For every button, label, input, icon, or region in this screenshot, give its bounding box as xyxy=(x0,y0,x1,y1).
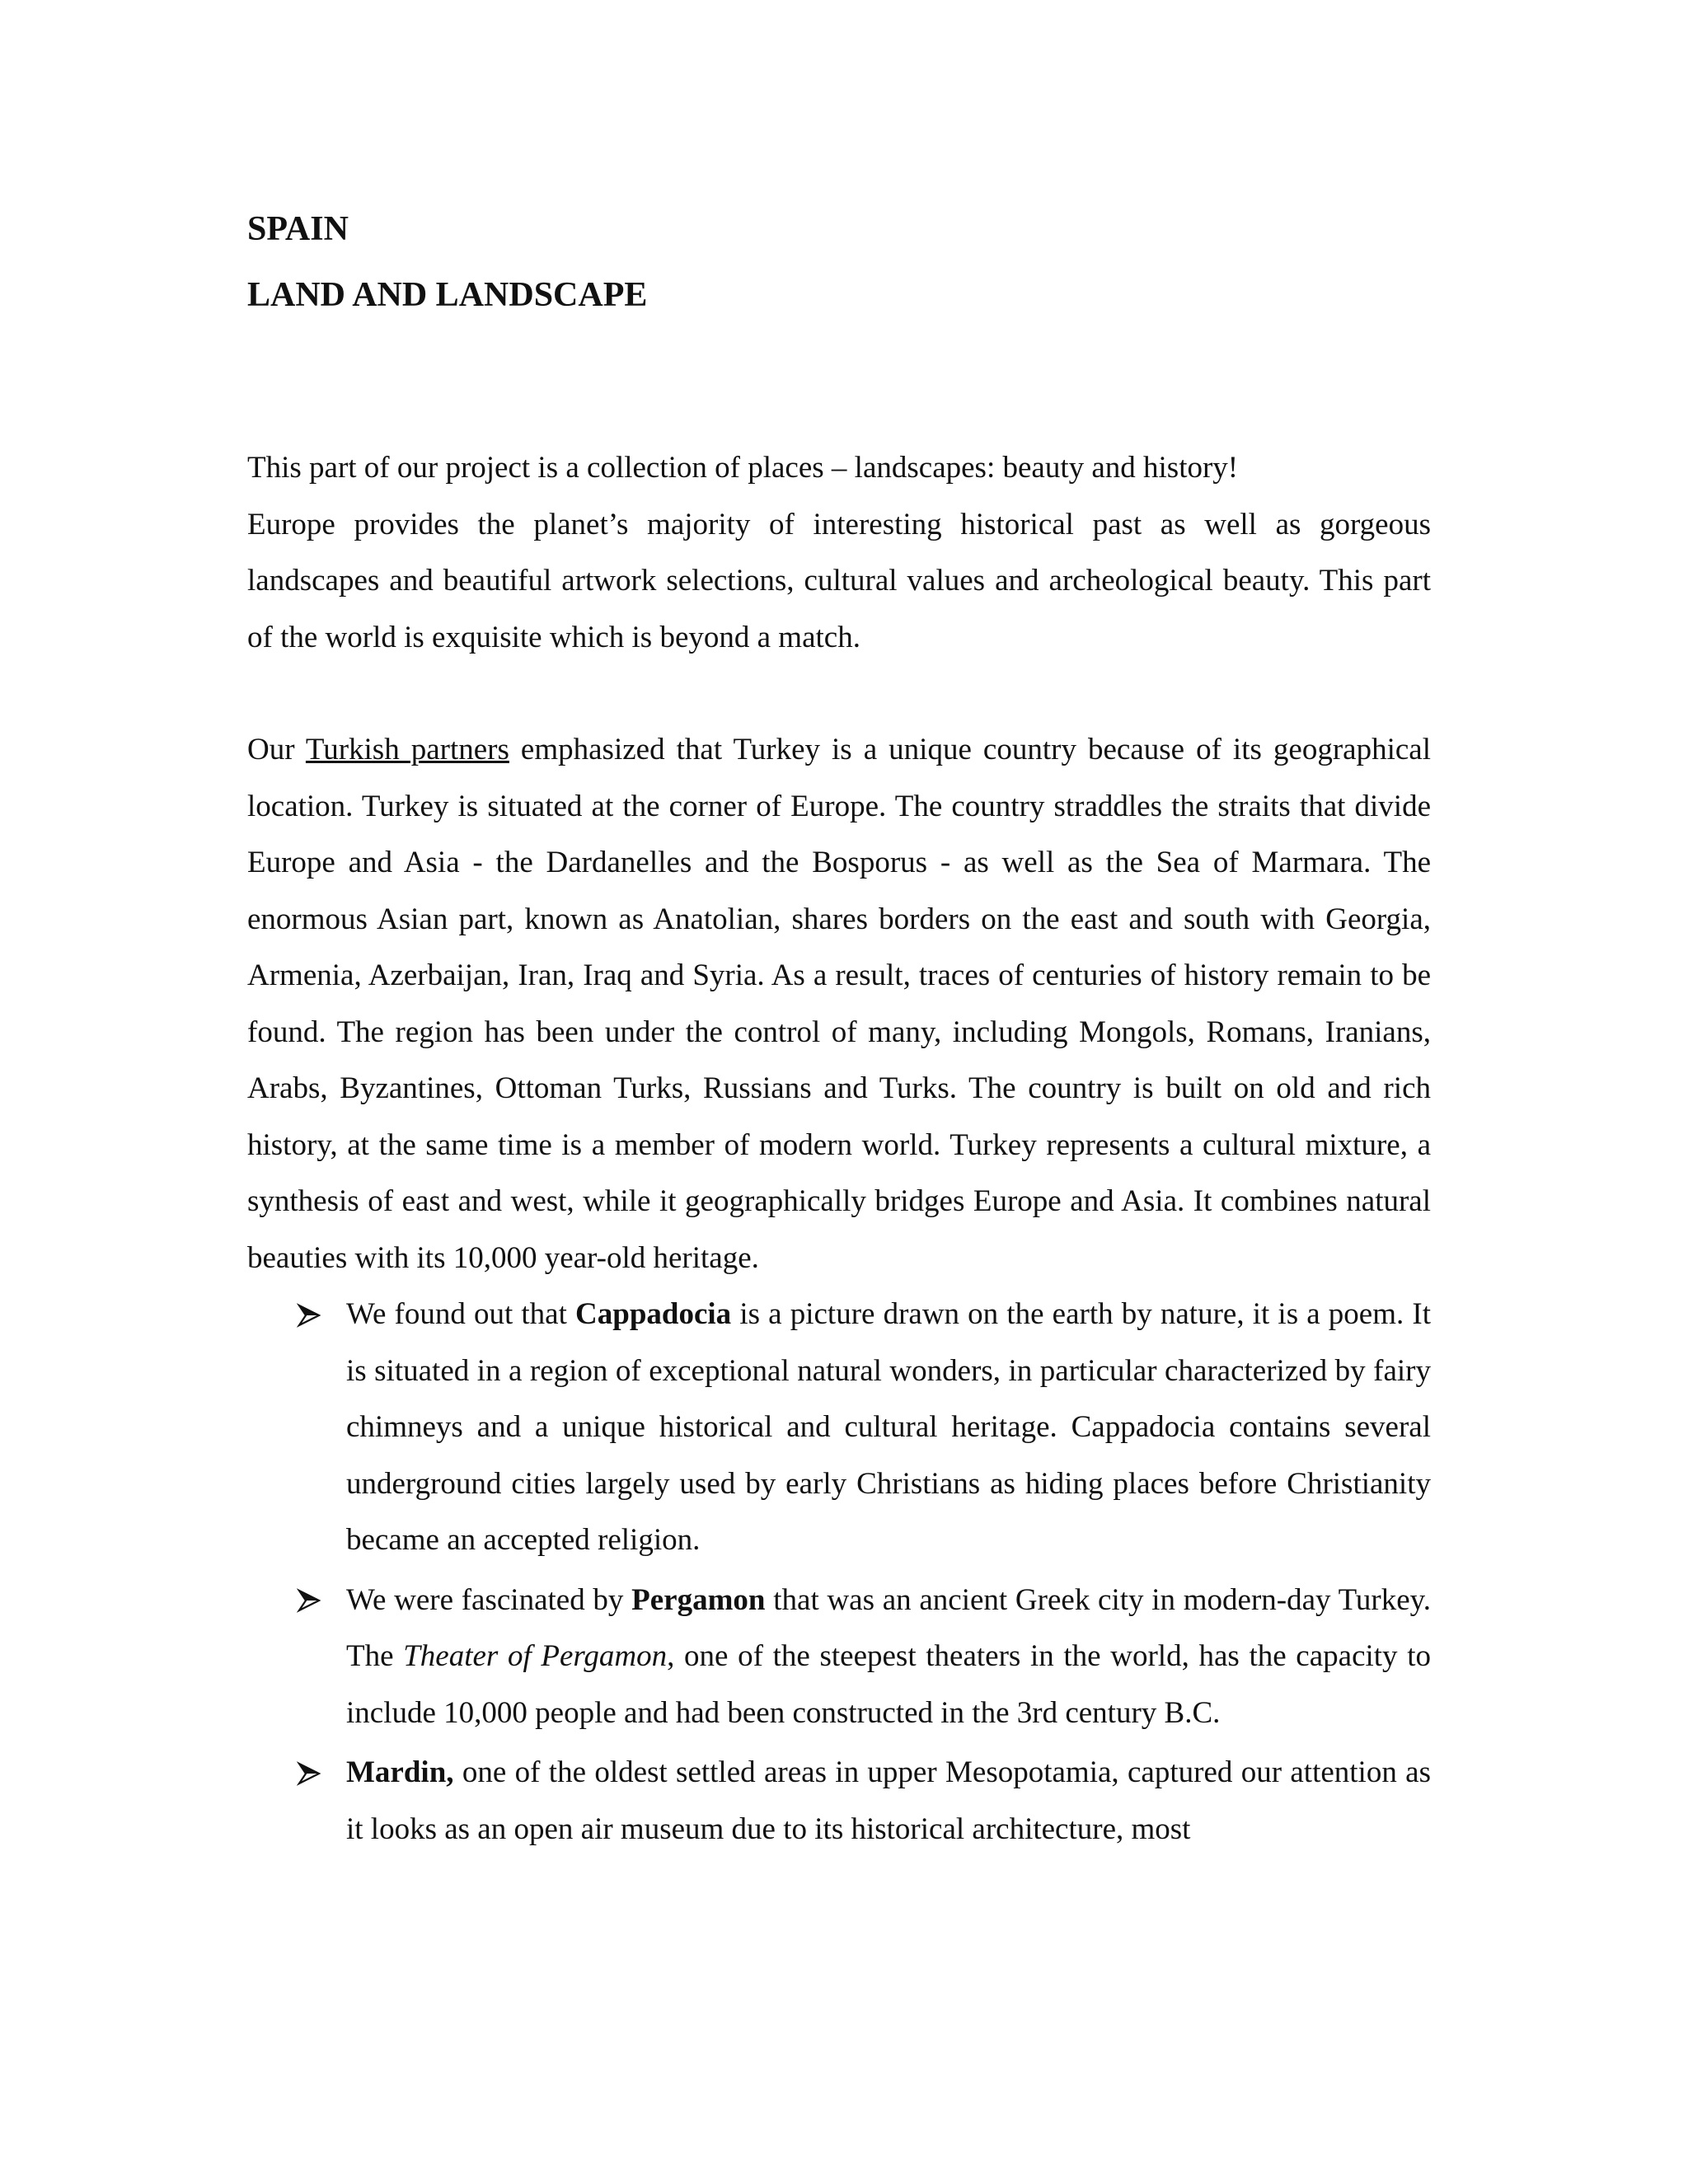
bullet-italic-term: Theater of Pergamon xyxy=(403,1639,668,1673)
turkish-partners-link[interactable]: Turkish partners xyxy=(305,733,509,766)
bullet-bold-term: Pergamon xyxy=(631,1582,766,1617)
landmark-list xyxy=(247,1286,1431,1858)
turkey-paragraph-prefix: Our xyxy=(247,733,306,766)
arrowhead-bullet-icon xyxy=(297,1572,321,1629)
title-spacer xyxy=(247,328,1431,440)
bullet-text: one of the oldest settled areas in upper Mesopotamia, captured our attention as it looks as an open air museum due to its historical architecture, most xyxy=(346,1755,1431,1846)
list-item-pergamon xyxy=(247,1572,1431,1742)
intro-line: This part of our project is a collection of places – landscapes: beauty and history! xyxy=(247,451,1239,485)
bullet-text: that was an ancient Greek city in modern-day Turkey. The xyxy=(346,1582,1431,1673)
turkey-paragraph-body: emphasized that Turkey is a unique country because of its geographical location. Turkey is situated at the corner of Europe. The country straddles the straits that divide Europe and Asia - the Dardanelles and the Bosporus - as well as the Sea of Marmara. The enormous Asian part, known as Anatolian, shares borders on the east and south with Georgia, Armenia, Azerbaijan, Iran, Iraq and Syria. As a result, traces of centuries of history remain to be found. The region has been under the control of many, including Mongols, Romans, Iranians, Arabs, Byzantines, Ottoman Turks, Russians and Turks. The country is built on old and rich history, at the same time is a member of modern world. Turkey represents a cultural mixture, a synthesis of east and west, while it geographically bridges Europe and Asia. It combines natural beauties with its 10,000 year-old heritage. xyxy=(247,733,1431,1275)
intro-paragraph: Europe provides the planet’s majority of interesting historical past as well as gorgeous landscapes and beautiful artwork selections, cultural values and archeological beauty. This part of the world is exquisite which is beyond a match. xyxy=(247,507,1431,654)
bullet-text: is a picture drawn on the earth by nature, it is a poem. It is situated in a region of exceptional natural wonders, in particular characterized by fairy chimneys and a unique historical and cultural heritage. Cappadocia contains several underground cities largely used by early Christians as hiding places before Christianity became an accepted religion. xyxy=(346,1297,1431,1557)
arrowhead-bullet-icon xyxy=(297,1745,321,1802)
bullet-text: , one of the steepest theaters in the world, has the capacity to include 10,000 people and had been constructed in the 3rd century B.C. xyxy=(346,1639,1431,1730)
turkey-paragraph xyxy=(247,722,1431,1286)
list-item-cappadocia xyxy=(247,1286,1431,1569)
bullet-bold-term: Cappadocia xyxy=(575,1297,732,1331)
arrowhead-bullet-icon xyxy=(297,1286,321,1343)
bullet-bold-term: Mardin, xyxy=(346,1755,454,1789)
country-title: SPAIN xyxy=(247,210,349,248)
list-item-mardin xyxy=(247,1745,1431,1858)
bullet-text: We found out that xyxy=(346,1297,576,1331)
bullet-text: We were fascinated by xyxy=(346,1582,632,1617)
document-content xyxy=(247,196,1431,1861)
paragraph-gap xyxy=(247,666,1431,722)
section-title: LAND AND LANDSCAPE xyxy=(247,276,648,314)
